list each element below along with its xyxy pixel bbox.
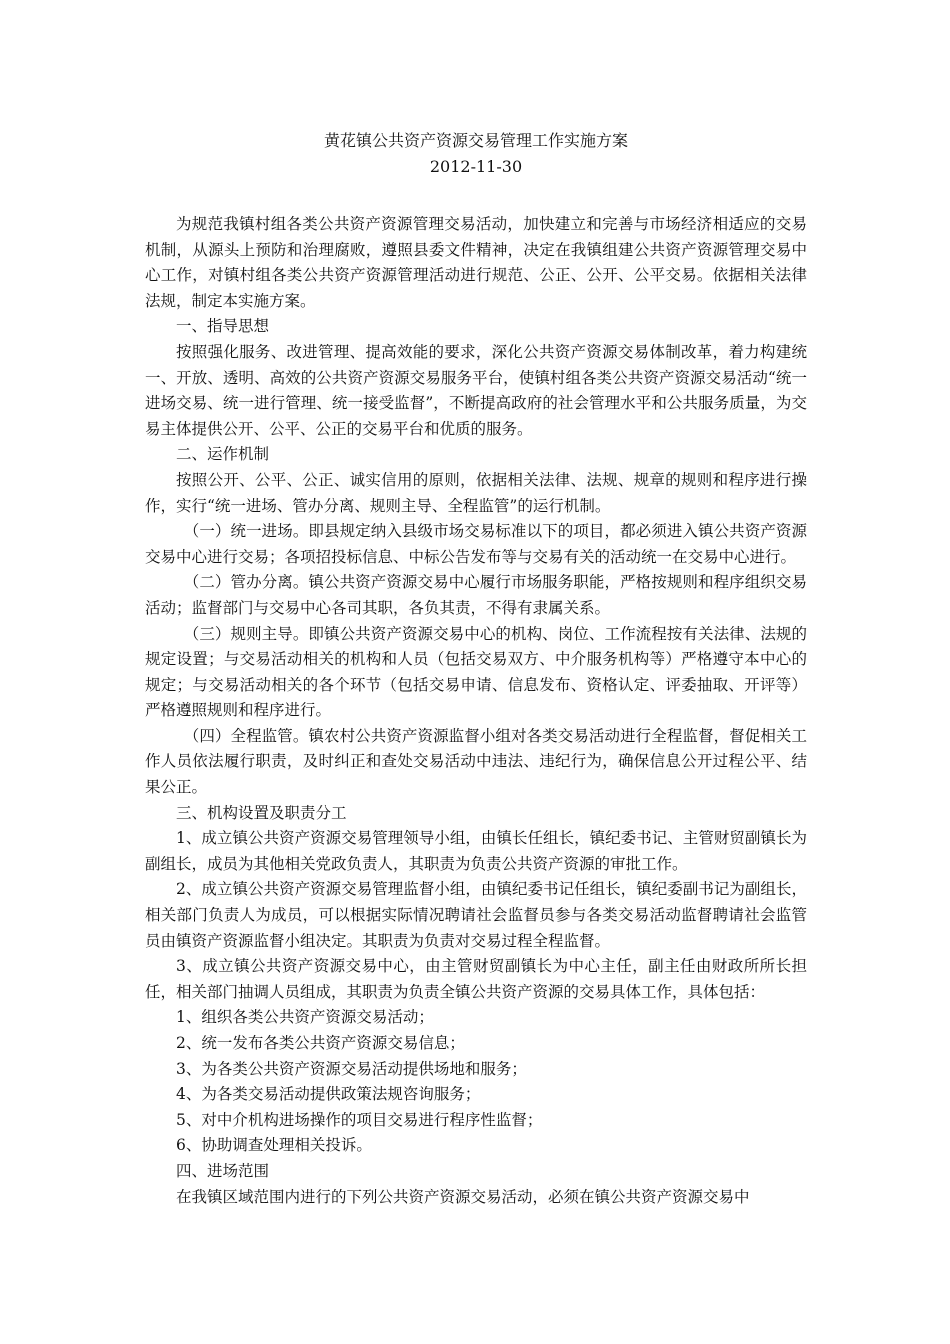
document-page <box>145 128 807 1210</box>
body-paragraph: 2、成立镇公共资产资源交易管理监督小组，由镇纪委书记任组长，镇纪委副书记为副组长，相关部门负责人为成员，可以根据实际情况聘请社会监督员参与各类交易活动监督聘请社会监管员由镇资产资源监督小组决定。其职责为负责对交易过程全程监督。 <box>145 880 807 950</box>
body-paragraph: 1、组织各类公共资产资源交易活动； <box>176 1008 434 1027</box>
body-paragraph: 2、统一发布各类公共资产资源交易信息； <box>176 1034 465 1052</box>
body-paragraph: （一）统一进场。即县规定纳入县级市场交易标准以下的项目，都必须进入镇公共资产资源交易中心进行交易；各项招投标信息、中标公告发布等与交易有关的活动统一在交易中心进行。 <box>145 522 807 566</box>
body-paragraph: 5、对中介机构进场操作的项目交易进行程序性监督； <box>176 1110 543 1129</box>
section-heading: 一、指导思想 <box>176 317 270 336</box>
document-body <box>145 212 807 1210</box>
body-paragraph: 按照强化服务、改进管理、提高效能的要求，深化公共资产资源交易体制改革，着力构建统一、开放、透明、高效的公共资产资源交易服务平台，使镇村组各类公共资产资源交易活动“统一进场交易、统一进行管理、统一接受监督”，不断提高政府的社会管理水平和公共服务质量，为交易主体提供公开、公平、公正的交易平台和优质的服务。 <box>145 342 807 438</box>
body-paragraph: 6、协助调查处理相关投诉。 <box>176 1136 372 1155</box>
body-paragraph: 4、为各类交易活动提供政策法规咨询服务； <box>176 1085 481 1104</box>
body-paragraph: 在我镇区域范围内进行的下列公共资产资源交易活动，必须在镇公共资产资源交易中 <box>176 1187 750 1206</box>
document-date: 2012-11-30 <box>429 157 523 176</box>
body-paragraph: （四）全程监管。镇农村公共资产资源监督小组对各类交易活动进行全程监督，督促相关工作人员依法履行职责，及时纠正和查处交易活动中违法、违纪行为，确保信息公开过程公平、结果公正。 <box>145 726 807 797</box>
section-heading: 三、机构设置及职责分工 <box>176 803 347 822</box>
body-paragraph: 3、成立镇公共资产资源交易中心，由主管财贸副镇长为中心主任，副主任由财政所所长担任，相关部门抽调人员组成，其职责为负责全镇公共资产资源的交易具体工作，具体包括： <box>145 957 807 1001</box>
section-heading: 二、运作机制 <box>176 445 270 464</box>
body-paragraph: 为规范我镇村组各类公共资产资源管理交易活动，加快建立和完善与市场经济相适应的交易机制，从源头上预防和治理腐败，遵照县委文件精神，决定在我镇组建公共资产资源管理交易中心工作，对镇村组各类公共资产资源管理活动进行规范、公正、公开、公平交易。依据相关法律法规，制定本实施方案。 <box>145 215 807 310</box>
body-paragraph: （三）规则主导。即镇公共资产资源交易中心的机构、岗位、工作流程按有关法律、法规的规定设置；与交易活动相关的机构和人员（包括交易双方、中介服务机构等）严格遵守本中心的规定；与交易活动相关的各个环节（包括交易申请、信息发布、资格认定、评委抽取、开评等）严格遵照规则和程序进行。 <box>145 624 807 720</box>
body-paragraph: 1、成立镇公共资产资源交易管理领导小组，由镇长任组长，镇纪委书记、主管财贸副镇长为副组长，成员为其他相关党政负责人，其职责为负责公共资产资源的审批工作。 <box>145 829 807 873</box>
body-paragraph: （二）管办分离。镇公共资产资源交易中心履行市场服务职能，严格按规则和程序组织交易活动；监督部门与交易中心各司其职，各负其责，不得有隶属关系。 <box>145 573 807 617</box>
body-paragraph: 按照公开、公平、公正、诚实信用的原则，依据相关法律、法规、规章的规则和程序进行操作，实行“统一进场、管办分离、规则主导、全程监管”的运行机制。 <box>145 470 807 515</box>
document-title: 黄花镇公共资产资源交易管理工作实施方案 <box>323 131 628 150</box>
section-heading: 四、进场范围 <box>176 1161 270 1180</box>
body-paragraph: 3、为各类公共资产资源交易活动提供场地和服务； <box>176 1059 527 1078</box>
